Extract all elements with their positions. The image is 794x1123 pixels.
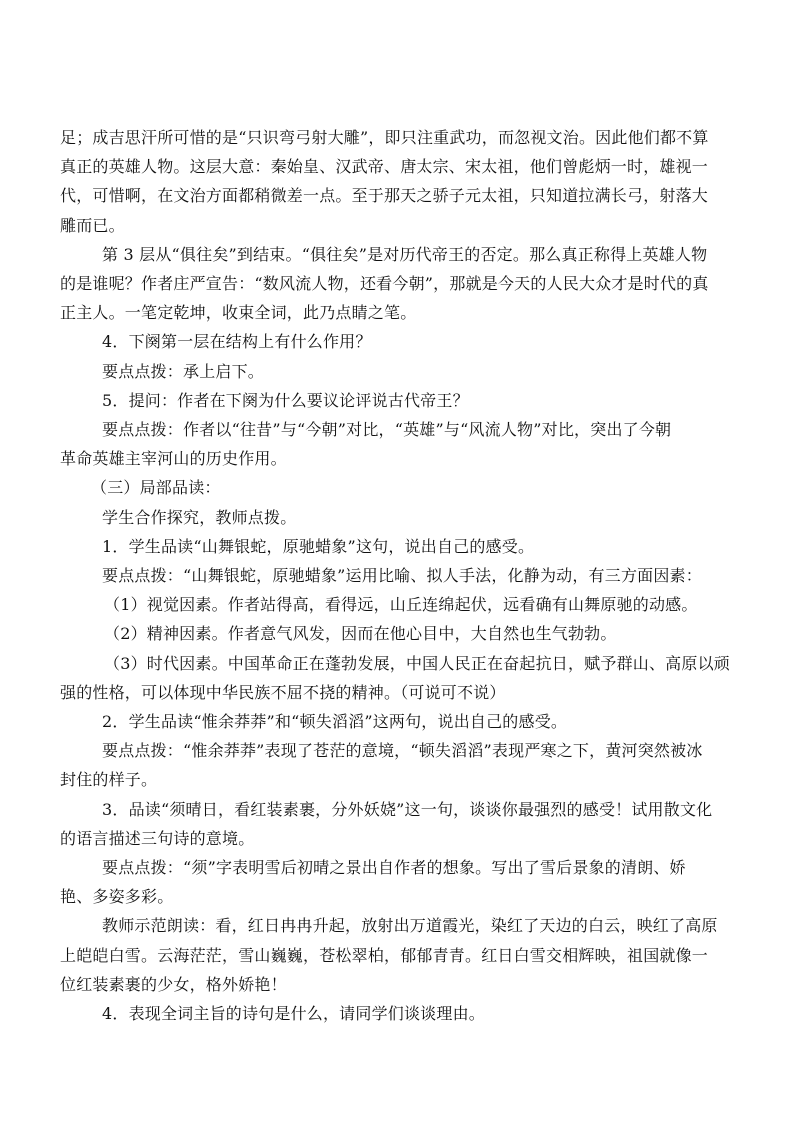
- text-line: 正主人。一笔定乾坤，收束全词，此乃点睛之笔。: [60, 303, 417, 322]
- text-line: 封住的样子。: [60, 770, 158, 789]
- text-line: 真正的英雄人物。这层大意：秦始皇、汉武帝、唐太宗、宋太祖，他们曾彪炳一时，雄视一: [60, 157, 709, 176]
- list-item: （2）精神因素。作者意气风发，因而在他心目中，大自然也生气勃勃。: [104, 624, 617, 643]
- question-line: 4．表现全词主旨的诗句是什么，请同学们谈谈理由。: [102, 1004, 485, 1023]
- answer-line: 要点点拨：作者以“往昔”与“今朝”对比，“英雄”与“风流人物”对比，突出了今朝: [102, 420, 672, 439]
- answer-line: 要点点拨：“须”字表明雪后初晴之景出自作者的想象。写出了雪后景象的清朗、娇: [102, 858, 686, 877]
- text-line: 教师示范朗读：看，红日冉冉升起，放射出万道霞光，染红了天边的白云，映红了高原: [102, 916, 718, 935]
- text-line: 足；成吉思汗所可惜的是“只识弯弓射大雕”，即只注重武功，而忽视文治。因此他们都不算: [60, 128, 709, 147]
- answer-line: 要点点拨：承上启下。: [102, 362, 265, 381]
- question-line: 1．学生品读“山舞银蛇，原驰蜡象”这句，说出自己的感受。: [102, 537, 535, 556]
- text-line: 革命英雄主宰河山的历史作用。: [60, 449, 287, 468]
- text-line: 的语言描述三句诗的意境。: [60, 829, 255, 848]
- answer-line: 要点点拨：“山舞银蛇，原驰蜡象”运用比喻、拟人手法，化静为动，有三方面因素：: [102, 566, 702, 585]
- section-heading: （三）局部品读：: [91, 478, 221, 497]
- list-item: （3）时代因素。中国革命正在蓬勃发展，中国人民正在奋起抗日，赋予群山、高原以顽: [104, 654, 730, 673]
- question-line: 3．品读“须晴日，看红装素裹，分外妖娆”这一句，谈谈你最强烈的感受！试用散文化: [102, 800, 713, 819]
- answer-line: 要点点拨：“惟余莽莽”表现了苍茫的意境，“顿失滔滔”表现严寒之下，黄河突然被冰: [102, 741, 703, 760]
- question-line: 4．下阕第一层在结构上有什么作用？: [102, 332, 372, 351]
- text-line: 位红装素裹的少女，格外娇艳！: [60, 975, 287, 994]
- text-line: 上皑皑白雪。云海茫茫，雪山巍巍，苍松翠柏，郁郁青青。红日白雪交相辉映，祖国就像一: [60, 946, 709, 965]
- text-line: 的是谁呢？作者庄严宣告：“数风流人物，还看今朝”，那就是今天的人民大众才是时代的真: [60, 274, 709, 293]
- text-line: 雕而已。: [60, 216, 125, 235]
- list-item: （1）视觉因素。作者站得高，看得远，山丘连绵起伏，远看确有山舞原驰的动感。: [104, 595, 698, 614]
- text-line: 学生合作探究，教师点拨。: [102, 508, 297, 527]
- question-line: 2．学生品读“惟余莽莽”和“顿失滔滔”这两句，说出自己的感受。: [102, 712, 568, 731]
- text-line: 艳、多姿多彩。: [60, 887, 174, 906]
- text-line: 强的性格，可以体现中华民族不屈不挠的精神。（可说可不说）: [60, 683, 506, 702]
- question-line: 5．提问：作者在下阕为什么要议论评说古代帝王？: [102, 391, 469, 410]
- text-line: 第 3 层从“俱往矣”到结束。“俱往矣”是对历代帝王的否定。那么真正称得上英雄人物: [102, 245, 708, 264]
- text-line: 代，可惜啊，在文治方面都稍微差一点。至于那天之骄子元太祖，只知道拉满长弓，射落大: [60, 186, 709, 205]
